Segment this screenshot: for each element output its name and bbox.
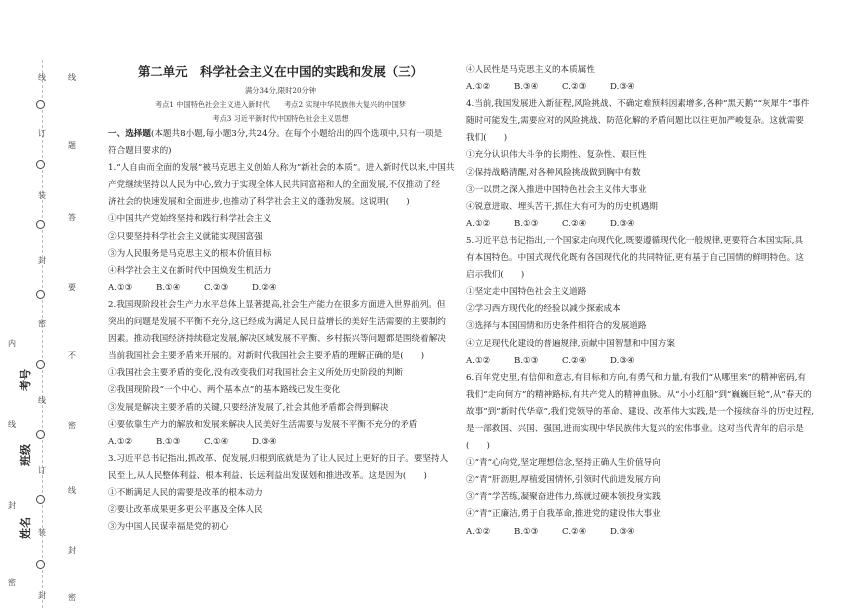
- answer-options: A.①② B.①③ C.②④ D.③④: [466, 355, 635, 366]
- question-line: ①坚定走中国特色社会主义道路: [466, 287, 587, 298]
- binding-char: 封: [68, 546, 76, 555]
- section-desc: 符合题目要求的): [108, 146, 172, 157]
- answer-options: A.①② B.③④ C.②③ D.③④: [466, 82, 635, 93]
- binding-hole-icon: [36, 495, 45, 504]
- question-line: ④立足现代化建设的普遍规律,贡献中国智慧和中国方案: [466, 338, 675, 349]
- binding-char: 订: [38, 129, 46, 138]
- binding-hole-icon: [36, 430, 45, 439]
- question-line: ③发展是解决主要矛盾的关键,只要经济发展了,社会其他矛盾都会得到解决: [108, 402, 389, 413]
- question-line: ④“青”正廉洁,勇于自我革命,推进党的建设伟大事业: [466, 509, 661, 520]
- binding-hole-icon: [36, 100, 45, 109]
- question-line: ①不断满足人民的需要是改革的根本动力: [108, 487, 263, 498]
- question-line: 随时可能发生,需要应对的风险挑战、防范化解的矛盾问题比以往更加严峻复杂。这就需要: [466, 116, 804, 127]
- answer-options: A.①③ B.①④ C.②③ D.②④: [108, 282, 277, 293]
- question-line: 2.我国现阶段社会生产力水平总体上显著提高,社会生产能力在很多方面进入世界前列。但: [108, 299, 446, 310]
- question-line: 5.习近平总书记指出,一个国家走向现代化,既要遵循现代化一般规律,更要符合本国实际,具: [466, 235, 804, 246]
- question-line: 有本国特色。中国式现代化既有各国现代化的共同特征,更有基于自己国情的鲜明特色。这: [466, 253, 804, 264]
- binding-char: 密: [68, 421, 76, 430]
- question-line: 我们“走向何方”的精神路标,有共产党人的精神血脉。从“小小红船”到“巍巍巨轮”,从“春天的: [466, 389, 812, 400]
- name-label: 姓名: [19, 517, 32, 539]
- binding-hole-icon: [36, 160, 45, 169]
- binding-hole-icon: [36, 220, 45, 229]
- binding-char: 线: [68, 486, 76, 495]
- question-line: 3.习近平总书记指出,抓改革、促发展,归根到底就是为了让人民过上更好的日子。要坚持人: [108, 453, 449, 464]
- left-column: [108, 62, 453, 536]
- binding-char: 线: [8, 420, 16, 429]
- binding-char: 装: [38, 191, 46, 200]
- binding-char: 装: [38, 528, 46, 537]
- section-heading: 一、选择题(本题共8小题,每小题3分,共24分。在每个小题给出的四个选项中,只有一项是: [108, 129, 443, 139]
- question-line: ②我国现阶段“一个中心、两个基本点”的基本路线已发生变化: [108, 385, 341, 396]
- question-line: ③“青”学苦练,凝聚奋进伟力,练就过硬本领投身实践: [466, 492, 661, 503]
- binding-char: 封: [8, 501, 16, 510]
- question-line: 1.“人自由而全面的发展”被马克思主义创始人称为“新社会的本质”。进入新时代以来,中国共: [108, 163, 455, 174]
- binding-char: 题: [68, 141, 76, 150]
- question-line: ①中国共产党始终坚持和践行科学社会主义: [108, 214, 272, 225]
- question-line: 是一部救国、兴国、强国,进而实现中华民族伟大复兴的宏伟事业。这对当代青年的启示是: [466, 423, 804, 434]
- binding-char: 答: [68, 213, 76, 222]
- cut-line: [42, 60, 43, 608]
- binding-char: 要: [68, 283, 76, 292]
- question-line: ②要让改革成果更多更公平惠及全体人民: [108, 505, 263, 516]
- question-line: 民至上,从人民整体利益、根本利益、长远利益出发谋划和推进改革。这是因为( ): [108, 470, 427, 481]
- question-line: ③选择与本国国情和历史条件相符合的发展道路: [466, 321, 647, 332]
- question-line: 故事”到“新时代华章”,我们党领导的革命、建设、改革伟大实践,是一个接续奋斗的历史过程,: [466, 406, 814, 417]
- answer-options: A.①② B.①③ C.②④ D.③④: [466, 526, 635, 537]
- binding-char: 订: [38, 466, 46, 475]
- binding-hole-icon: [36, 290, 45, 299]
- question-line: ④科学社会主义在新时代中国焕发生机活力: [108, 265, 272, 276]
- question-line: 4.当前,我国发展进入新征程,风险挑战、不确定难预料因素增多,各种“黑天鹅”“灰犀牛”事件: [466, 99, 810, 110]
- question-line: ④要依靠生产力的解放和发展来解决人民美好生活需要与发展不平衡不充分的矛盾: [108, 419, 418, 430]
- right-column: [466, 62, 816, 541]
- binding-char: 内: [8, 339, 16, 348]
- question-line: 产党继续坚持以人民为中心,致力于实现全体人民共同富裕和人的全面发展,不仅推动了经: [108, 180, 441, 191]
- question-line: 6.百年党史里,有信仰和意志,有目标和方向,有勇气和力量,有我们“从哪里来”的精神密码,有: [466, 372, 807, 383]
- class-label: 班级: [19, 444, 32, 466]
- question-line: 因素。推动我国经济持续稳定发展,解决区域发展不平衡、乡村振兴等问题都是围绕着解决: [108, 334, 446, 345]
- binding-char: 密: [8, 578, 16, 587]
- answer-options: A.①② B.①③ C.②④ D.③④: [466, 218, 635, 229]
- question-line: 我们( ): [466, 133, 508, 144]
- question-line: ③为中国人民谋幸福是党的初心: [108, 522, 229, 533]
- topics-line: 考点3 习近平新时代中国特色社会主义思想: [212, 114, 349, 123]
- binding-char: 封: [38, 256, 46, 265]
- question-line: ( ): [466, 441, 490, 452]
- question-line: 突出的问题是发展不平衡不充分,这已经成为满足人民日益增长的美好生活需要的主要制约: [108, 317, 446, 328]
- binding-char: 线: [38, 73, 46, 82]
- question-line: ③为人民服务是马克思主义的根本价值目标: [108, 248, 272, 259]
- exam-number-label: 考号: [19, 369, 32, 391]
- question-line: ②学习西方现代化的经验以减少探索成本: [466, 304, 621, 315]
- binding-margin: [0, 0, 92, 608]
- binding-char: 密: [38, 319, 46, 328]
- question-line: ①我国社会主要矛盾的变化,没有改变我们对我国社会主义所处历史阶段的判断: [108, 368, 403, 379]
- question-line: ②只要坚持科学社会主义就能实现国富强: [108, 231, 263, 242]
- binding-char: 线: [68, 73, 76, 82]
- question-line: ②“青”肝沥胆,厚植爱国情怀,引领时代前进发展方向: [466, 475, 661, 486]
- question-line: 济社会的快速发展和全面进步,也推动了科学社会主义的蓬勃发展。这说明( ): [108, 197, 410, 208]
- topics-line: 考点1 中国特色社会主义进入新时代 考点2 实现中华民族伟大复兴的中国梦: [155, 100, 406, 109]
- binding-hole-icon: [36, 360, 45, 369]
- question-line: ④人民性是马克思主义的本质属性: [466, 65, 595, 75]
- answer-options: A.①② B.①③ C.①④ D.③④: [108, 436, 277, 447]
- question-line: 启示我们( ): [466, 270, 525, 281]
- page-title: 第二单元 科学社会主义在中国的实践和发展（三）: [138, 64, 423, 79]
- binding-char: 不: [68, 351, 76, 360]
- question-line: ③一以贯之深入推进中国特色社会主义伟大事业: [466, 184, 647, 195]
- question-line: ②保持战略清醒,对各种风险挑战做到胸中有数: [466, 167, 641, 178]
- exam-meta: 满分34分,限时20分钟: [245, 86, 316, 95]
- question-line: ①充分认识伟大斗争的长期性、复杂性、艰巨性: [466, 150, 647, 161]
- binding-char: 封: [38, 591, 46, 600]
- question-line: ①“青”心向党,坚定理想信念,坚持正确人生价值导向: [466, 458, 661, 469]
- binding-char: 线: [38, 396, 46, 405]
- binding-hole-icon: [36, 560, 45, 569]
- question-line: ④锐意进取、埋头苦干,抓住大有可为的历史机遇期: [466, 201, 658, 212]
- question-line: 当前我国社会主要矛盾来开展的。对新时代我国社会主要矛盾的理解正确的是( ): [108, 351, 425, 362]
- binding-char: 密: [68, 593, 76, 602]
